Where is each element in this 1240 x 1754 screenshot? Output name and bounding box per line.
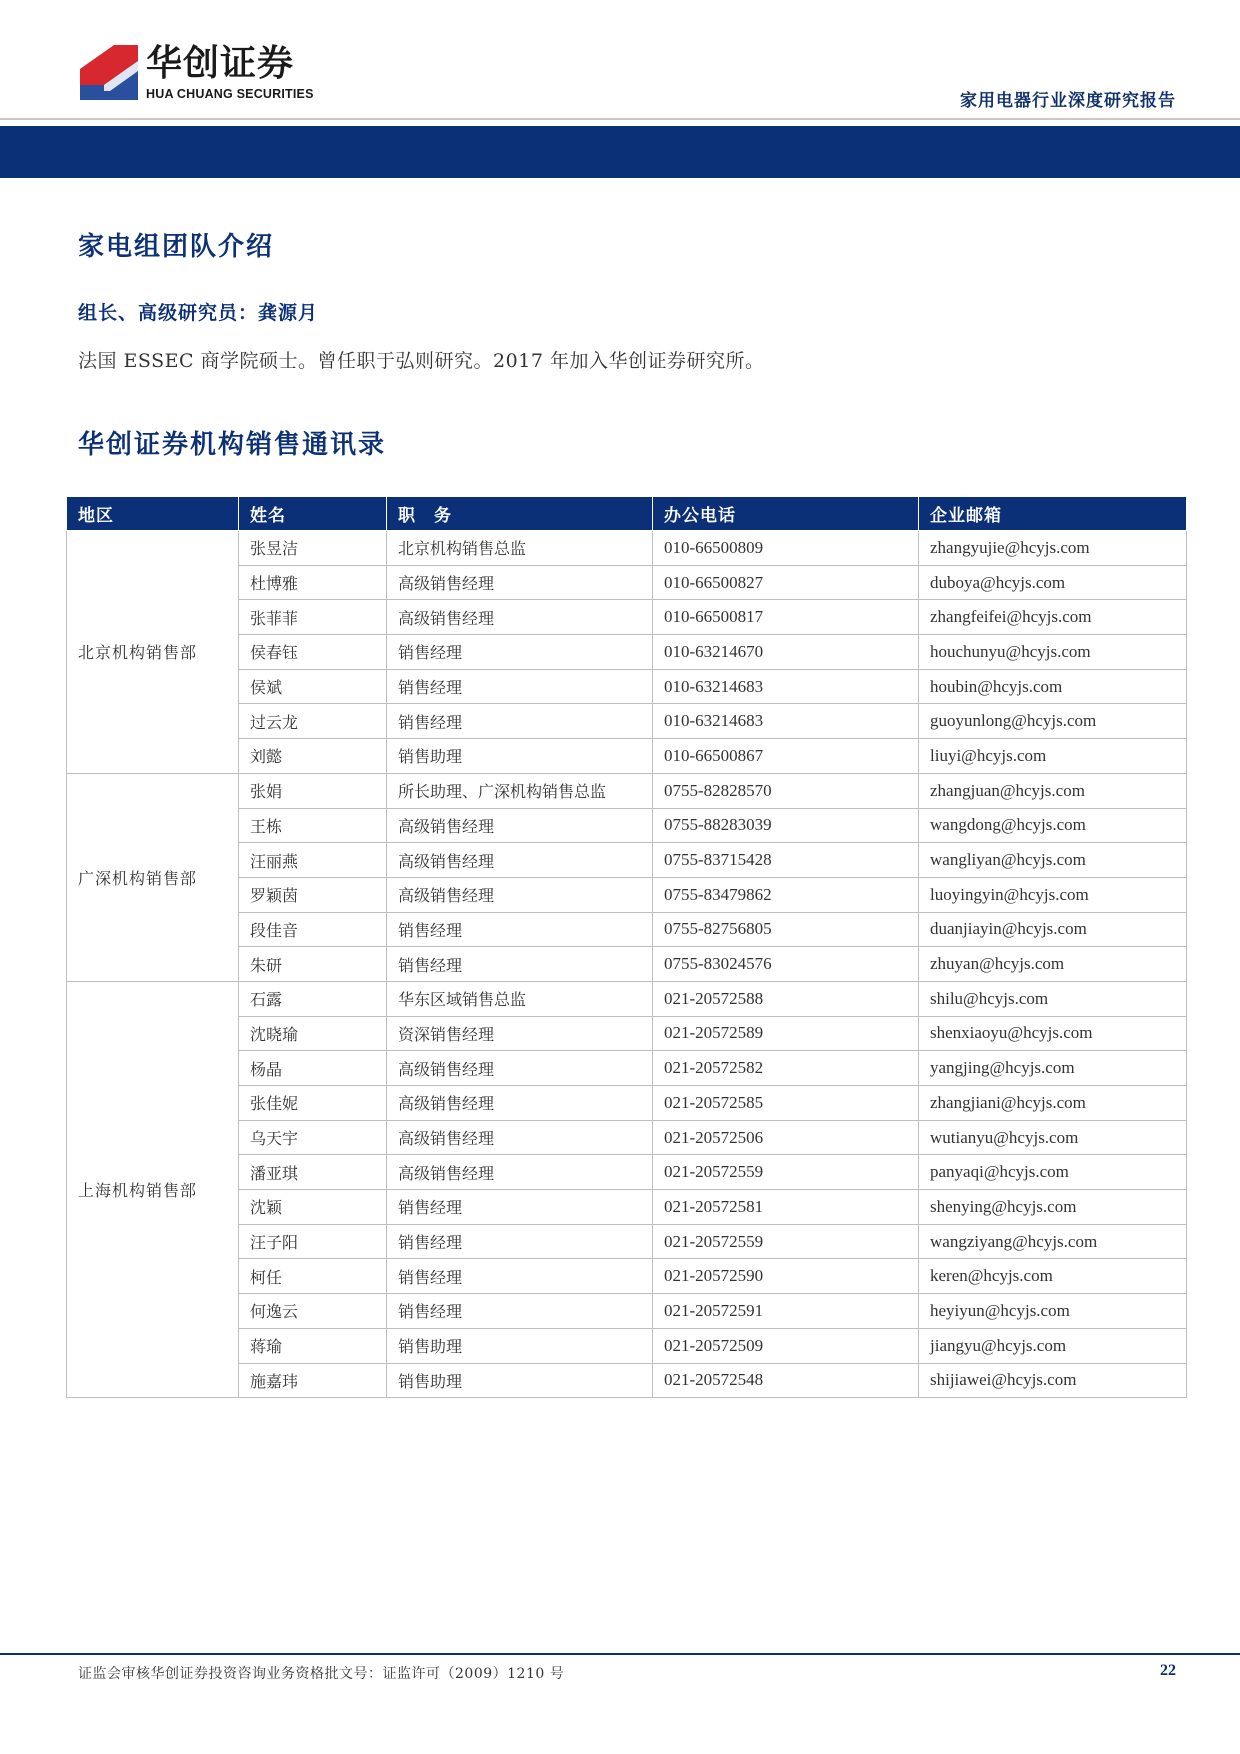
name-cell: 张佳妮 (239, 1086, 387, 1121)
email-cell: wangziyang@hcyjs.com (919, 1224, 1187, 1259)
title-cell: 销售助理 (387, 739, 653, 774)
email-cell: zhangyujie@hcyjs.com (919, 531, 1187, 566)
title-cell: 销售经理 (387, 947, 653, 982)
email-cell: wutianyu@hcyjs.com (919, 1120, 1187, 1155)
name-cell: 沈晓瑜 (239, 1016, 387, 1051)
phone-cell: 021-20572589 (653, 1016, 919, 1051)
phone-cell: 021-20572506 (653, 1120, 919, 1155)
name-cell: 施嘉玮 (239, 1363, 387, 1398)
email-cell: zhangjiani@hcyjs.com (919, 1086, 1187, 1121)
email-cell: luoyingyin@hcyjs.com (919, 877, 1187, 912)
report-type-label: 家用电器行业深度研究报告 (960, 91, 1176, 111)
phone-cell: 010-66500809 (653, 531, 919, 566)
header-divider (0, 118, 1240, 120)
phone-cell: 010-63214683 (653, 704, 919, 739)
column-header-name: 姓名 (239, 497, 387, 531)
name-cell: 段佳音 (239, 912, 387, 947)
phone-cell: 021-20572591 (653, 1294, 919, 1329)
phone-cell: 021-20572559 (653, 1224, 919, 1259)
title-cell: 高级销售经理 (387, 600, 653, 635)
email-cell: duboya@hcyjs.com (919, 565, 1187, 600)
name-cell: 杜博雅 (239, 565, 387, 600)
name-cell: 蒋瑜 (239, 1328, 387, 1363)
name-cell: 沈颖 (239, 1190, 387, 1225)
name-cell: 乌天宇 (239, 1120, 387, 1155)
region-cell: 广深机构销售部 (67, 773, 239, 981)
email-cell: liuyi@hcyjs.com (919, 739, 1187, 774)
name-cell: 张昱洁 (239, 531, 387, 566)
phone-cell: 021-20572548 (653, 1363, 919, 1398)
phone-cell: 010-66500827 (653, 565, 919, 600)
title-cell: 销售经理 (387, 1294, 653, 1329)
title-cell: 高级销售经理 (387, 1155, 653, 1190)
name-cell: 石露 (239, 981, 387, 1016)
email-cell: shenying@hcyjs.com (919, 1190, 1187, 1225)
phone-cell: 0755-82756805 (653, 912, 919, 947)
name-cell: 侯春钰 (239, 635, 387, 670)
title-cell: 高级销售经理 (387, 877, 653, 912)
column-header-phone: 办公电话 (653, 497, 919, 531)
title-cell: 高级销售经理 (387, 843, 653, 878)
name-cell: 何逸云 (239, 1294, 387, 1329)
column-header-region: 地区 (67, 497, 239, 531)
name-cell: 张娟 (239, 773, 387, 808)
phone-cell: 010-63214670 (653, 635, 919, 670)
region-cell: 北京机构销售部 (67, 531, 239, 774)
title-cell: 高级销售经理 (387, 1086, 653, 1121)
name-cell: 朱研 (239, 947, 387, 982)
table-row (67, 981, 1187, 1016)
phone-cell: 0755-83715428 (653, 843, 919, 878)
title-cell: 销售经理 (387, 1224, 653, 1259)
phone-cell: 0755-82828570 (653, 773, 919, 808)
table-row (67, 773, 1187, 808)
title-cell: 销售经理 (387, 704, 653, 739)
footer-license-text: 证监会审核华创证券投资咨询业务资格批文号：证监许可（2009）1210 号 (78, 1666, 565, 1682)
name-cell: 王栋 (239, 808, 387, 843)
email-cell: zhangfeifei@hcyjs.com (919, 600, 1187, 635)
email-cell: zhangjuan@hcyjs.com (919, 773, 1187, 808)
phone-cell: 021-20572509 (653, 1328, 919, 1363)
phone-cell: 010-63214683 (653, 669, 919, 704)
column-header-title: 职 务 (387, 497, 653, 531)
phone-cell: 010-66500817 (653, 600, 919, 635)
email-cell: shilu@hcyjs.com (919, 981, 1187, 1016)
logo-wordmark-cn: 华创证券 (146, 43, 295, 84)
sales-directory-table (66, 496, 1187, 1398)
name-cell: 张菲菲 (239, 600, 387, 635)
phone-cell: 021-20572585 (653, 1086, 919, 1121)
email-cell: heyiyun@hcyjs.com (919, 1294, 1187, 1329)
email-cell: wangliyan@hcyjs.com (919, 843, 1187, 878)
phone-cell: 0755-83024576 (653, 947, 919, 982)
phone-cell: 021-20572581 (653, 1190, 919, 1225)
phone-cell: 0755-83479862 (653, 877, 919, 912)
footer-divider (0, 1653, 1240, 1655)
email-cell: wangdong@hcyjs.com (919, 808, 1187, 843)
name-cell: 过云龙 (239, 704, 387, 739)
phone-cell: 021-20572559 (653, 1155, 919, 1190)
name-cell: 汪子阳 (239, 1224, 387, 1259)
title-cell: 华东区域销售总监 (387, 981, 653, 1016)
team-lead-role: 组长、高级研究员：龚源月 (78, 302, 319, 324)
email-cell: yangjing@hcyjs.com (919, 1051, 1187, 1086)
page-number: 22 (1160, 1662, 1176, 1679)
email-cell: houchunyu@hcyjs.com (919, 635, 1187, 670)
name-cell: 柯任 (239, 1259, 387, 1294)
email-cell: panyaqi@hcyjs.com (919, 1155, 1187, 1190)
email-cell: zhuyan@hcyjs.com (919, 947, 1187, 982)
name-cell: 杨晶 (239, 1051, 387, 1086)
email-cell: guoyunlong@hcyjs.com (919, 704, 1187, 739)
name-cell: 侯斌 (239, 669, 387, 704)
title-cell: 北京机构销售总监 (387, 531, 653, 566)
name-cell: 汪丽燕 (239, 843, 387, 878)
title-cell: 高级销售经理 (387, 1051, 653, 1086)
title-cell: 销售助理 (387, 1328, 653, 1363)
title-cell: 高级销售经理 (387, 1120, 653, 1155)
email-cell: shenxiaoyu@hcyjs.com (919, 1016, 1187, 1051)
name-cell: 刘懿 (239, 739, 387, 774)
header-band (0, 126, 1240, 178)
title-cell: 销售经理 (387, 1259, 653, 1294)
phone-cell: 021-20572588 (653, 981, 919, 1016)
table-header-row (67, 497, 1187, 531)
phone-cell: 021-20572582 (653, 1051, 919, 1086)
title-cell: 高级销售经理 (387, 808, 653, 843)
huachuang-logo-icon (80, 45, 138, 100)
team-lead-bio: 法国 ESSEC 商学院硕士。曾任职于弘则研究。2017 年加入华创证券研究所。 (78, 350, 765, 372)
title-cell: 高级销售经理 (387, 565, 653, 600)
column-header-email: 企业邮箱 (919, 497, 1187, 531)
email-cell: jiangyu@hcyjs.com (919, 1328, 1187, 1363)
title-cell: 所长助理、广深机构销售总监 (387, 773, 653, 808)
title-cell: 资深销售经理 (387, 1016, 653, 1051)
phone-cell: 010-66500867 (653, 739, 919, 774)
logo-wordmark-en: HUA CHUANG SECURITIES (146, 87, 314, 101)
name-cell: 罗颖茵 (239, 877, 387, 912)
name-cell: 潘亚琪 (239, 1155, 387, 1190)
email-cell: shijiawei@hcyjs.com (919, 1363, 1187, 1398)
title-cell: 销售经理 (387, 1190, 653, 1225)
phone-cell: 0755-88283039 (653, 808, 919, 843)
table-row (67, 531, 1187, 566)
title-cell: 销售助理 (387, 1363, 653, 1398)
region-cell: 上海机构销售部 (67, 981, 239, 1397)
team-section-title: 家电组团队介绍 (78, 232, 275, 262)
email-cell: duanjiayin@hcyjs.com (919, 912, 1187, 947)
title-cell: 销售经理 (387, 912, 653, 947)
email-cell: houbin@hcyjs.com (919, 669, 1187, 704)
title-cell: 销售经理 (387, 669, 653, 704)
title-cell: 销售经理 (387, 635, 653, 670)
phone-cell: 021-20572590 (653, 1259, 919, 1294)
email-cell: keren@hcyjs.com (919, 1259, 1187, 1294)
directory-section-title: 华创证券机构销售通讯录 (78, 430, 387, 460)
table-body (67, 531, 1187, 1398)
